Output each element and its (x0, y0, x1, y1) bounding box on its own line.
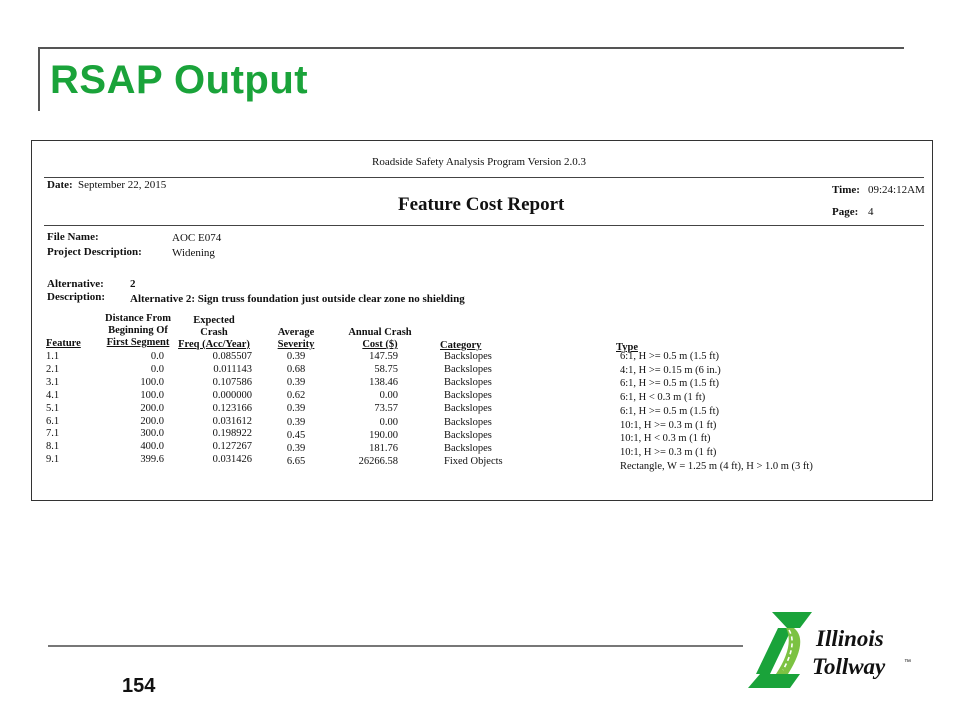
cell-severity: 0.68 (286, 364, 306, 376)
cell-type: 6:1, H >= 0.5 m (1.5 ft) (620, 351, 720, 362)
cell-distance: 100.0 (140, 389, 164, 401)
cell-type: 10:1, H >= 0.3 m (1 ft) (620, 446, 717, 458)
feature-cost-report-scan (31, 140, 933, 501)
cell-annual-cost: 58.75 (374, 364, 398, 376)
report-time: 09:24:12AM (868, 184, 925, 196)
cell-crash-freq: 0.085507 (212, 351, 252, 362)
cell-category: Backslopes (444, 403, 492, 415)
cell-crash-freq: 0.031426 (212, 454, 252, 466)
cell-distance: 300.0 (140, 428, 164, 440)
cell-crash-freq: 0.123166 (212, 402, 252, 414)
header-rule-top (44, 177, 924, 178)
col-header-crash-freq: Expected Crash Freq (Acc/Year) (178, 315, 250, 350)
report-heading: Feature Cost Report (398, 194, 565, 215)
alternative-value: 2 (130, 278, 136, 290)
cell-distance: 0.0 (150, 351, 164, 362)
cell-feature: 4.1 (46, 389, 60, 401)
cell-feature: 3.1 (46, 376, 60, 388)
cell-type: 6:1, H < 0.3 m (1 ft) (620, 392, 706, 404)
col-header-category: Category (440, 340, 482, 351)
cell-category: Backslopes (444, 442, 492, 454)
cell-severity: 0.39 (286, 442, 306, 454)
logo-text-tollway: Tollway (812, 654, 886, 679)
left-rule (38, 47, 40, 111)
cell-annual-cost: 0.00 (379, 390, 398, 402)
project-description: Widening (172, 247, 215, 259)
cell-feature: 1.1 (46, 351, 60, 362)
alternative-label: Alternative: (47, 278, 104, 290)
cell-feature: 8.1 (46, 441, 60, 453)
cell-severity: 0.39 (286, 377, 306, 389)
cell-annual-cost: 181.76 (369, 442, 398, 454)
project-description-label: Project Description: (47, 246, 142, 258)
cell-feature: 2.1 (46, 363, 60, 375)
cell-distance: 200.0 (140, 402, 164, 414)
cell-distance: 0.0 (150, 363, 164, 375)
cell-type: 6:1, H >= 0.5 m (1.5 ft) (620, 378, 720, 390)
time-label: Time: (832, 184, 860, 196)
cell-feature: 5.1 (46, 402, 60, 414)
top-rule (38, 47, 904, 49)
cell-distance: 399.6 (140, 454, 164, 466)
description-label: Description: (47, 291, 106, 303)
col-header-severity: Average Severity (277, 327, 315, 350)
date-label: Date: (47, 179, 73, 191)
cell-category: Backslopes (444, 429, 492, 441)
logo-trademark: ™ (904, 659, 911, 666)
cell-type: Rectangle, W = 1.25 m (4 ft), H > 1.0 m (3 ft) (620, 460, 813, 472)
logo-top-bar (772, 612, 812, 628)
cell-severity: 0.45 (286, 429, 306, 441)
illinois-tollway-logo (742, 606, 912, 694)
cell-annual-cost: 138.46 (369, 377, 398, 389)
cell-category: Backslopes (444, 351, 492, 362)
cell-annual-cost: 26266.58 (358, 455, 398, 467)
cell-annual-cost: 73.57 (374, 403, 398, 415)
cell-crash-freq: 0.011143 (213, 363, 252, 375)
cell-category: Backslopes (444, 416, 492, 428)
program-name: Roadside Safety Analysis Program Version 2.0.3 (372, 156, 586, 168)
cell-feature: 9.1 (46, 454, 60, 466)
report-date: September 22, 2015 (78, 179, 167, 191)
cell-category: Fixed Objects (444, 455, 503, 467)
cell-type: 6:1, H >= 0.5 m (1.5 ft) (620, 405, 720, 417)
col-header-annual-cost: Annual Crash Cost ($) (348, 327, 412, 350)
report-page: 4 (868, 206, 874, 218)
logo-bottom-bar (748, 674, 800, 688)
col-header-type: Type (616, 342, 638, 353)
cell-distance: 200.0 (140, 415, 164, 427)
cell-type: 10:1, H >= 0.3 m (1 ft) (620, 419, 717, 431)
cell-distance: 400.0 (140, 441, 164, 453)
cell-crash-freq: 0.127267 (212, 441, 252, 453)
cell-feature: 6.1 (46, 415, 60, 427)
cell-distance: 100.0 (140, 376, 164, 388)
cell-annual-cost: 190.00 (369, 429, 398, 441)
description-value: Alternative 2: Sign truss foundation just outside clear zone no shielding (130, 293, 465, 305)
cell-category: Backslopes (444, 364, 492, 376)
cell-crash-freq: 0.198922 (212, 428, 252, 440)
col-header-feature: Feature (46, 338, 81, 349)
cell-severity: 6.65 (286, 455, 306, 467)
cell-category: Backslopes (444, 390, 492, 402)
cell-severity: 0.39 (286, 351, 306, 362)
cell-type: 10:1, H < 0.3 m (1 ft) (620, 433, 711, 445)
cell-severity: 0.39 (286, 403, 306, 415)
page-label: Page: (832, 206, 859, 218)
cell-feature: 7.1 (46, 428, 60, 440)
bottom-rule (48, 645, 743, 647)
logo-text-illinois: Illinois (816, 626, 884, 651)
cell-annual-cost: 0.00 (379, 416, 398, 428)
slide-title: RSAP Output (50, 58, 309, 102)
cell-type: 4:1, H >= 0.15 m (6 in.) (620, 364, 721, 376)
cell-annual-cost: 147.59 (369, 351, 398, 362)
cell-crash-freq: 0.031612 (212, 415, 252, 427)
file-name: AOC E074 (172, 232, 222, 244)
cell-severity: 0.39 (286, 416, 306, 428)
cell-severity: 0.62 (286, 390, 306, 402)
page-number: 154 (122, 675, 156, 697)
cell-category: Backslopes (444, 377, 492, 389)
header-rule-bottom (44, 225, 924, 226)
col-header-distance: Distance From Beginning Of First Segment (105, 313, 171, 348)
cell-crash-freq: 0.107586 (212, 376, 252, 388)
cell-crash-freq: 0.000000 (212, 389, 252, 401)
file-name-label: File Name: (47, 231, 99, 243)
